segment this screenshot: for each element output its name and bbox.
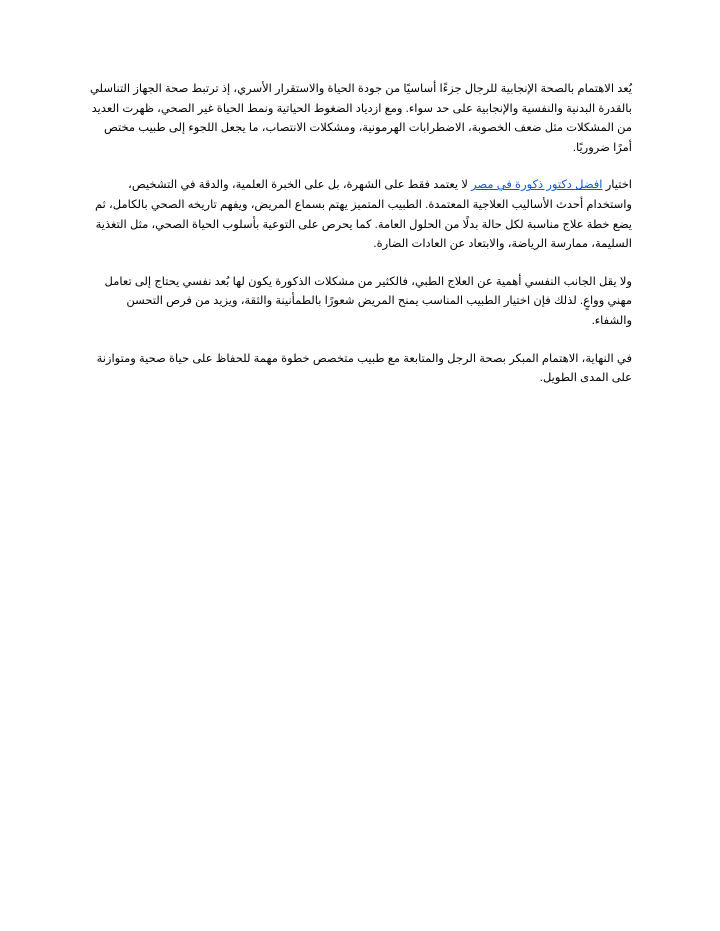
paragraph-conclusion: في النهاية، الاهتمام المبكر بصحة الرجل والمتابعة مع طبيب متخصص خطوة مهمة للحفاظ على حياة صحية ومتوازنة على المدى الطويل.	[96, 352, 632, 385]
paragraph-intro: يُعد الاهتمام بالصحة الإنجابية للرجال جزءًا أساسيًا من جودة الحياة والاستقرار الأسري، إذ ترتبط صحة الجهاز التناسلي بالقدرة البدنية والنفسية والإنجابية على حد سواء. ومع ازدياد الضغوط الحياتية ونمط الحياة غير الصحي، ظهرت العديد من المشكلات مثل ضعف الخصوبة، الاضطرابات الهرمونية، ومشكلات الانتصاب، ما يجعل اللجوء إلى طبيب مختص أمرًا ضروريًا.	[89, 83, 632, 154]
document-body	[84, 80, 632, 407]
paragraph-psychological: ولا يقل الجانب النفسي أهمية عن العلاج الطبي، فالكثير من مشكلات الذكورة يكون لها بُعد نفسي يحتاج إلى تعامل مهني وواعٍ. لذلك فإن اختيار الطبيب المناسب يمنح المريض شعورًا بالطمأنينة والثقة، ويزيد من فرص التحسن والشفاء.	[104, 275, 632, 327]
paragraph-text-after-link: لا يعتمد فقط على الشهرة، بل على الخبرة العلمية، والدقة في التشخيص، واستخدام أحدث الأساليب العلاجية المعتمدة. الطبيب المتميز يهتم بسماع المريض، ويفهم تاريخه الصحي بالكامل، ثم يضع خطة علاج مناسبة لكل حالة بدلًا من الحلول العامة. كما يحرص على التوعية بأسلوب الحياة الصحي، مثل التغذية السليمة، ممارسة الرياضة، والابتعاد عن العادات الضارة.	[94, 179, 632, 251]
best-doctor-link[interactable]: افضل دكتور ذكورة في مصر	[471, 179, 603, 192]
paragraph-text-before-link: اختيار	[602, 179, 632, 192]
paragraph-choosing-doctor	[84, 176, 632, 254]
